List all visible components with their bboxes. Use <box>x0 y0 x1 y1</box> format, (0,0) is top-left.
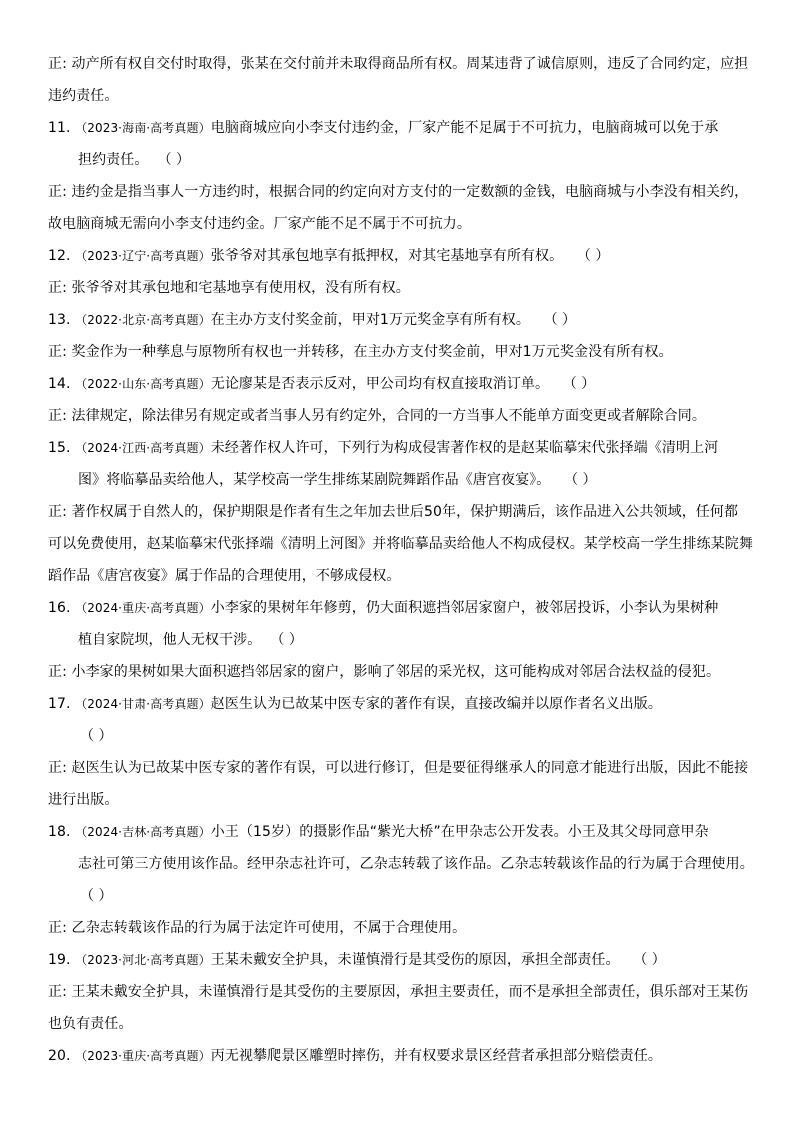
answer-line <box>48 182 748 202</box>
answer-blank: （ ） <box>564 472 597 488</box>
answer-line <box>48 790 119 810</box>
question-source: （2024·重庆·高考真题） <box>75 601 211 615</box>
answer-line <box>48 342 673 362</box>
question-source: （2022·山东·高考真题） <box>75 377 211 391</box>
answer-line <box>48 534 753 554</box>
answer-text: 可以免费使用，赵某临摹宋代张择端《清明上河图》并将临摹品卖给他人不构成侵权。某学校高一学生排练某院舞 <box>48 536 753 552</box>
answer-text: 违约金是指当事人一方违约时，根据合同的约定向对方支付的一定数额的金钱，电脑商城与小李没有相关约， <box>71 184 749 200</box>
answer-text: 赵医生认为已故某中医专家的著作有误，可以进行修订，但是要征得继承人的同意才能进行出版，因此不能接 <box>71 760 749 776</box>
question-line <box>78 854 754 874</box>
question-text: 小王（15岁）的摄影作品“紫光大桥”在甲杂志公开发表。小王及其父母同意甲杂 <box>210 824 709 840</box>
question-text: 植自家院坝，他人无权干涉。 <box>78 632 262 648</box>
answer-line <box>48 54 748 74</box>
question-source: （2023·海南·高考真题） <box>75 121 211 135</box>
question-20 <box>48 1046 662 1066</box>
answer-blank: （ ） <box>562 376 596 392</box>
question-text: 无论廖某是否表示反对，甲公司均有权直接取消订单。 <box>210 376 550 392</box>
question-14 <box>48 374 595 394</box>
answer-label: 正: <box>48 408 67 424</box>
answer-text: 著作权属于自然人的，保护期限是作者有生之年加去世后50年，保护期满后，该作品进入公共领域，任何都 <box>71 504 739 520</box>
question-number: 16. <box>48 600 71 616</box>
question-text: 王某未戴安全护具，未谨慎滑行是其受伤的原因，承担全部责任。 <box>210 952 620 968</box>
question-text: 丙无视攀爬景区雕塑时摔伤，并有权要求景区经营者承担部分赔偿责任。 <box>210 1048 662 1064</box>
question-15 <box>48 438 718 458</box>
question-line <box>78 150 190 170</box>
answer-label: 正: <box>48 56 67 72</box>
question-line <box>80 726 112 746</box>
answer-text: 王某未戴安全护具，未谨慎滑行是其受伤的主要原因，承担主要责任，而不是承担全部责任，俱乐部对王某伤 <box>71 984 749 1000</box>
answer-blank: （ ） <box>576 248 610 264</box>
answer-line <box>48 662 720 682</box>
answer-line <box>48 918 466 938</box>
answer-line <box>48 86 119 106</box>
answer-text: 蹈作品《唐宫夜宴》属于作品的合理使用，不够成侵权。 <box>48 568 401 584</box>
question-18 <box>48 822 709 842</box>
question-number: 11. <box>48 120 71 136</box>
question-text: 赵医生认为已故某中医专家的著作有误，直接改编并以原作者名义出版。 <box>210 696 662 712</box>
question-line <box>78 470 597 490</box>
answer-label: 正: <box>48 984 67 1000</box>
question-source: （2024·江西·高考真题） <box>75 441 211 455</box>
answer-label: 正: <box>48 184 67 200</box>
answer-label: 正: <box>48 280 67 296</box>
question-number: 14. <box>48 376 71 392</box>
question-number: 20. <box>48 1048 71 1064</box>
answer-line <box>48 502 738 522</box>
answer-line <box>48 214 471 234</box>
answer-line <box>48 982 748 1002</box>
answer-line <box>48 406 706 426</box>
answer-blank: （ ） <box>80 728 113 744</box>
answer-text: 动产所有权自交付时取得，张某在交付前并未取得商品所有权。周某违背了诚信原则，违反了合同约定，应担 <box>71 56 749 72</box>
question-source: （2024·甘肃·高考真题） <box>75 697 211 711</box>
answer-text: 奖金作为一种孳息与原物所有权也一并转移，在主办方支付奖金前，甲对1万元奖金没有所有权。 <box>71 344 673 360</box>
answer-line <box>48 758 748 778</box>
question-text: 担约责任。 <box>78 152 149 168</box>
answer-blank: （ ） <box>270 632 303 648</box>
question-line <box>80 886 112 906</box>
question-12 <box>48 246 609 266</box>
answer-text: 小李家的果树如果大面积遮挡邻居家的窗户，影响了邻居的采光权，这可能构成对邻居合法权益的侵犯。 <box>71 664 721 680</box>
answer-text: 张爷爷对其承包地和宅基地享有使用权，没有所有权。 <box>71 280 410 296</box>
question-text: 未经著作权人许可，下列行为构成侵害著作权的是赵某临摹宋代张择端《清明上河 <box>210 440 719 456</box>
answer-blank: （ ） <box>543 312 577 328</box>
question-text: 张爷爷对其承包地享有抵押权，对其宅基地享有所有权。 <box>210 248 564 264</box>
question-number: 13. <box>48 312 71 328</box>
question-number: 17. <box>48 696 71 712</box>
question-text: 在主办方支付奖金前，甲对1万元奖金享有所有权。 <box>210 312 530 328</box>
question-19 <box>48 950 666 970</box>
question-11 <box>48 118 718 138</box>
answer-line <box>48 1014 133 1034</box>
answer-label: 正: <box>48 344 67 360</box>
answer-text: 进行出版。 <box>48 792 119 808</box>
answer-text: 违约责任。 <box>48 88 119 104</box>
question-source: （2023·河北·高考真题） <box>75 953 211 967</box>
question-number: 19. <box>48 952 71 968</box>
question-text: 图》将临摹品卖给他人，某学校高一学生排练某剧院舞蹈作品《唐宫夜宴》。 <box>78 472 551 488</box>
question-number: 15. <box>48 440 71 456</box>
answer-blank: （ ） <box>157 152 191 168</box>
answer-line <box>48 566 401 586</box>
answer-line <box>48 278 410 298</box>
question-17 <box>48 694 662 714</box>
question-text: 志社可第三方使用该作品。经甲杂志社许可，乙杂志转载了该作品。乙杂志转载该作品的行为属于合理使用。 <box>78 856 754 872</box>
question-13 <box>48 310 576 330</box>
answer-label: 正: <box>48 504 67 520</box>
answer-label: 正: <box>48 760 67 776</box>
question-line <box>78 630 303 650</box>
question-16 <box>48 598 718 618</box>
question-source: （2023·辽宁·高考真题） <box>75 249 211 263</box>
answer-text: 也负有责任。 <box>48 1016 133 1032</box>
answer-text: 法律规定，除法律另有规定或者当事人另有约定外，合同的一方当事人不能单方面变更或者解除合同。 <box>71 408 706 424</box>
answer-blank: （ ） <box>80 888 113 904</box>
question-number: 12. <box>48 248 71 264</box>
question-source: （2024·吉林·高考真题） <box>75 825 211 839</box>
answer-label: 正: <box>48 920 67 936</box>
question-number: 18. <box>48 824 71 840</box>
answer-text: 故电脑商城无需向小李支付违约金。厂家产能不足不属于不可抗力。 <box>48 216 471 232</box>
question-text: 电脑商城应向小李支付违约金，厂家产能不足属于不可抗力，电脑商城可以免于承 <box>210 120 719 136</box>
question-source: （2023·重庆·高考真题） <box>75 1049 211 1063</box>
answer-text: 乙杂志转载该作品的行为属于法定许可使用，不属于合理使用。 <box>71 920 467 936</box>
answer-blank: （ ） <box>633 952 666 968</box>
answer-label: 正: <box>48 664 67 680</box>
question-source: （2022·北京·高考真题） <box>75 313 211 327</box>
question-text: 小李家的果树年年修剪，仍大面积遮挡邻居家窗户，被邻居投诉，小李认为果树种 <box>210 600 719 616</box>
